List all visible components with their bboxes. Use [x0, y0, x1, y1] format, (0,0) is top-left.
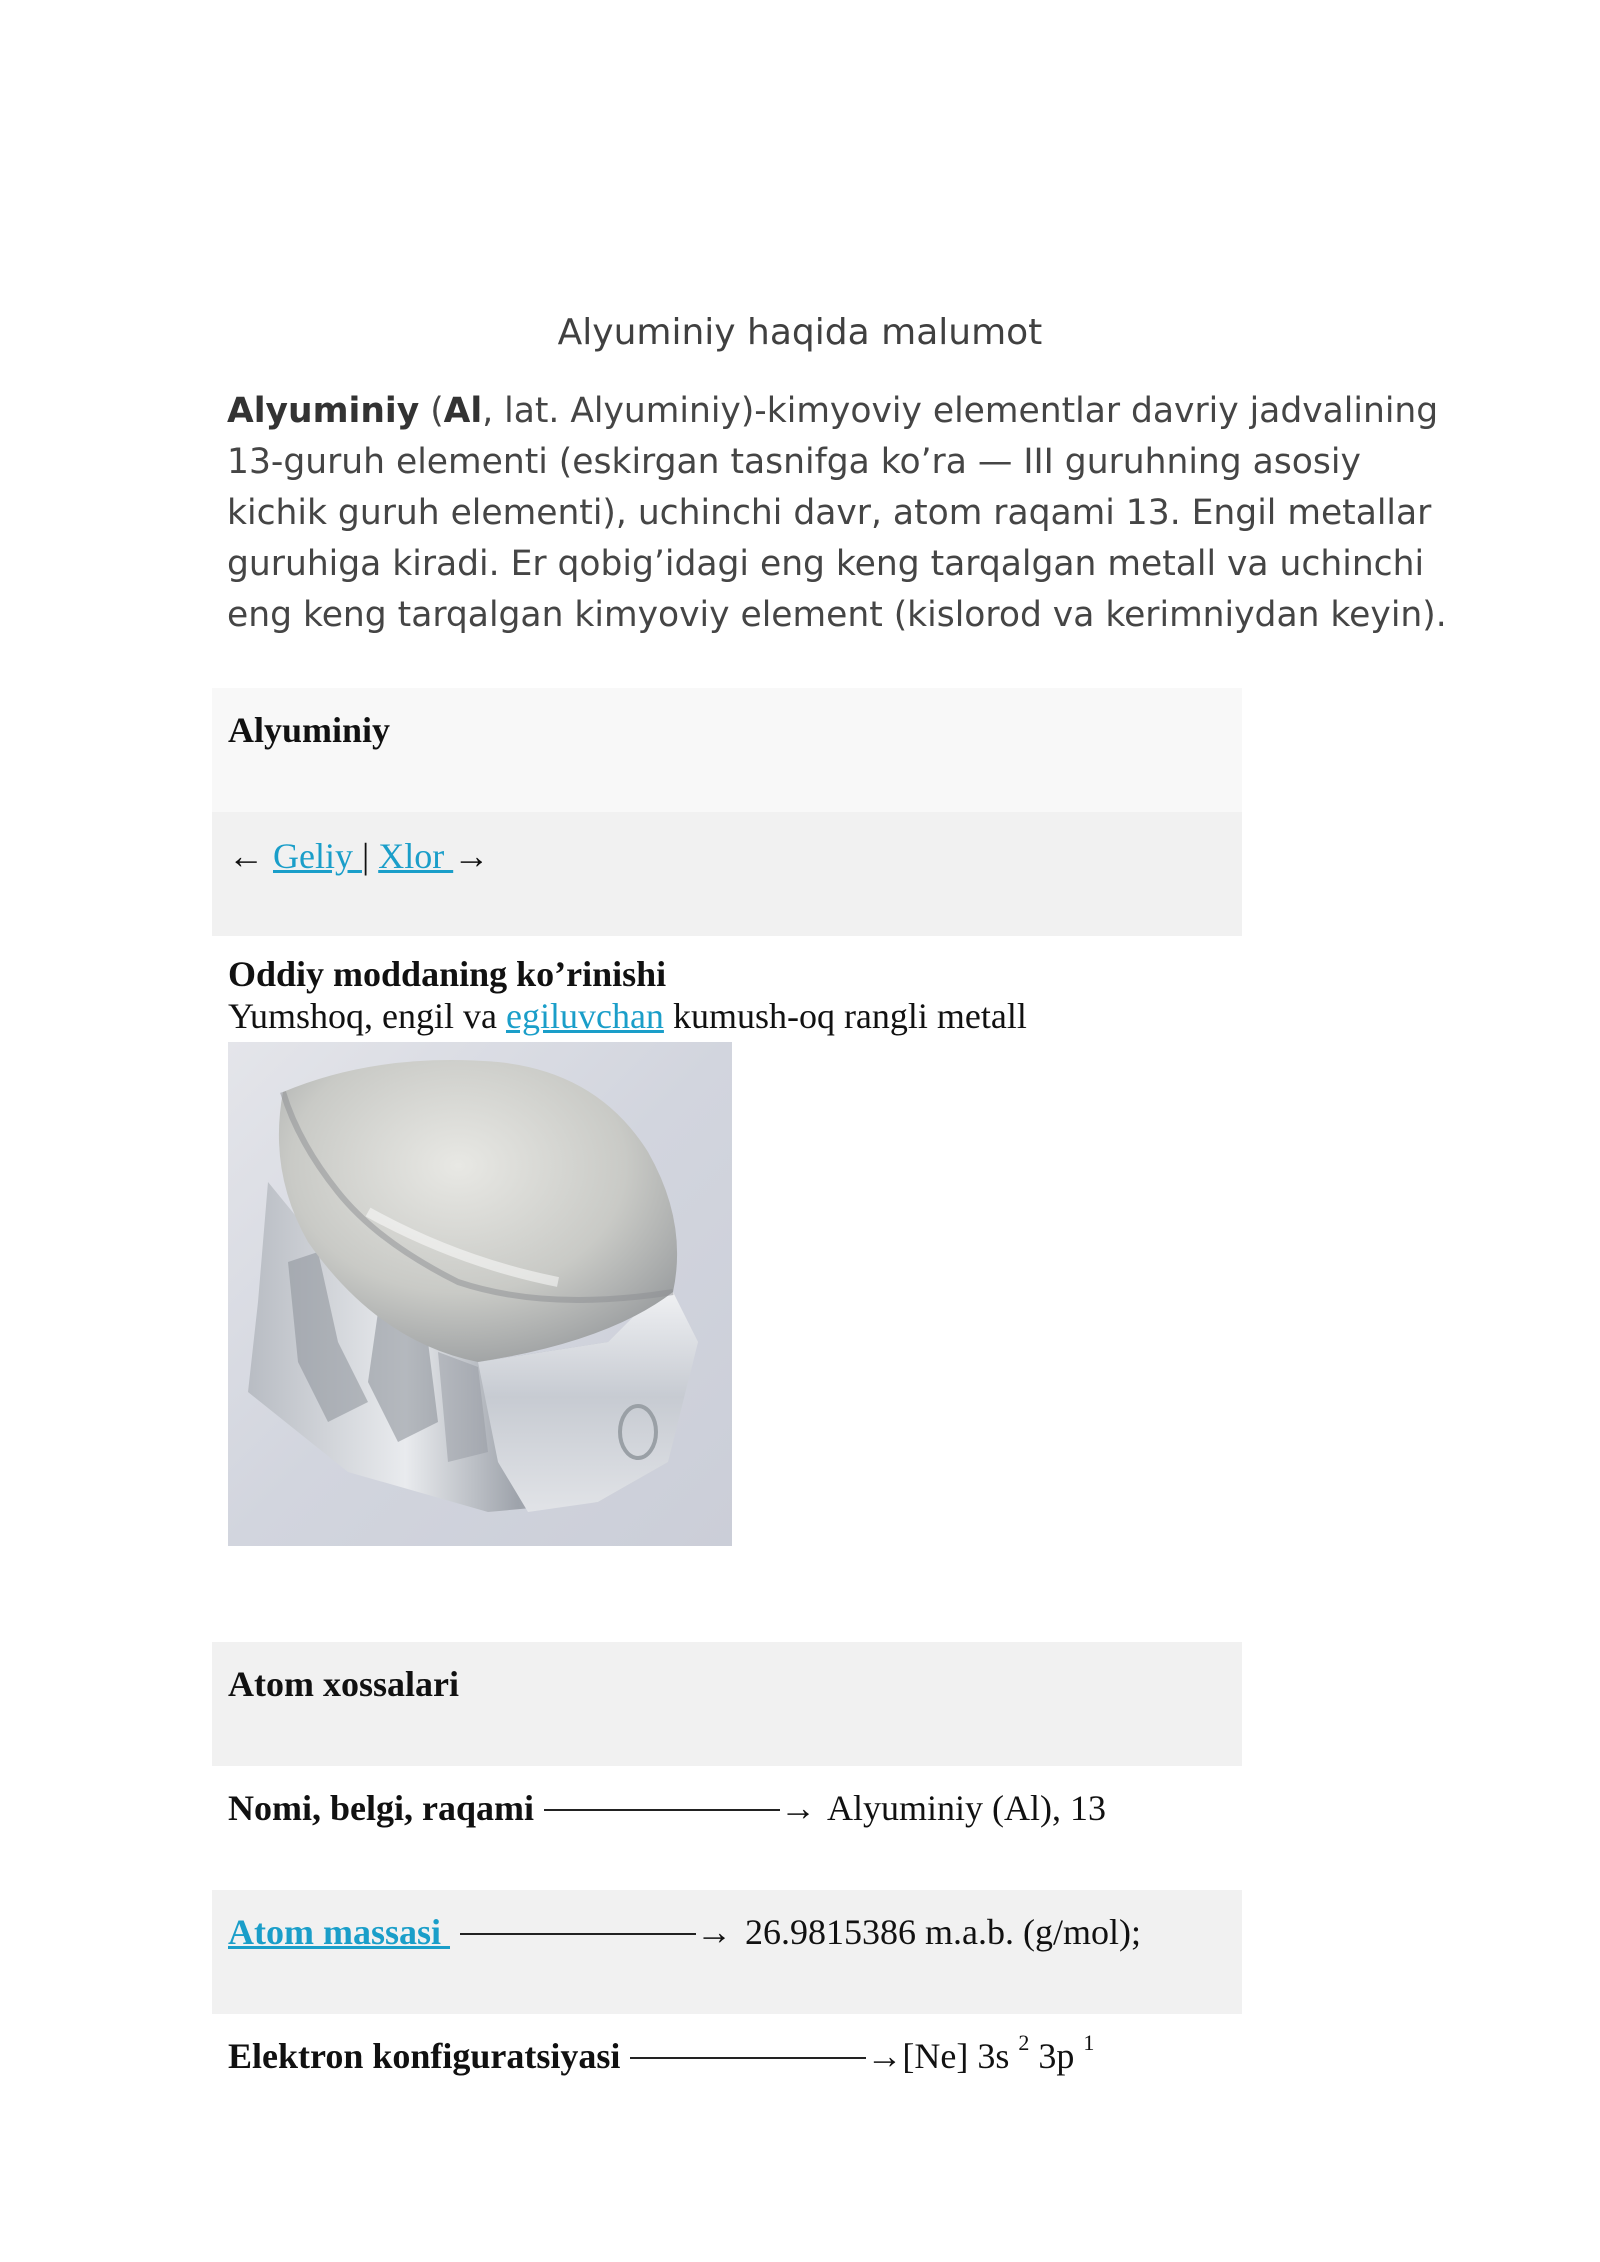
page-title: Alyuminiy haqida malumot — [557, 312, 1043, 353]
intro-line-5: eng keng tarqalgan kimyoviy element (kislorod va kerimniydan keyin). — [227, 595, 1447, 635]
arrow-icon: → — [696, 1912, 732, 1952]
prev-arrow-icon: ← — [228, 836, 264, 876]
link-geliy[interactable]: Geliy — [273, 836, 362, 876]
property-row-config — [212, 2014, 1242, 2110]
config-sup-1: 2 — [1018, 2030, 1030, 2055]
intro-line-3: kichik guruh elementi), uchinchi davr, atom raqami 13. Engil metallar — [227, 493, 1432, 533]
property-electron-config — [228, 2030, 1095, 2078]
link-egiluvchan[interactable]: egiluvchan — [505, 996, 664, 1036]
atom-section-row — [212, 1642, 1242, 1766]
intro-paren: ( — [419, 391, 444, 431]
intro-paragraph — [227, 386, 1537, 641]
intro-line-1-rest: , lat. Alyuminiy)-kimyoviy elementlar davriy jadvalining — [482, 391, 1439, 431]
link-xlor[interactable]: Xlor — [378, 836, 454, 876]
infobox-appearance-row — [212, 936, 1242, 1642]
infobox-header: Alyuminiy — [228, 710, 391, 750]
leader-line — [460, 1933, 696, 1935]
arrow-icon: → — [779, 1788, 816, 1828]
property-name-symbol-number — [228, 1786, 1106, 1830]
infobox-header-row — [212, 688, 1242, 812]
leader-line — [544, 1809, 780, 1811]
property-atomic-mass — [228, 1910, 1141, 1954]
intro-line-4: guruhiga kiradi. Er qobig’idagi eng keng tarqalgan metall va uchinchi — [227, 544, 1425, 584]
leader-line — [630, 2057, 866, 2059]
appearance-heading: Oddiy moddaning ko’rinishi — [228, 954, 667, 994]
config-sup-2: 1 — [1083, 2030, 1095, 2055]
property-row-mass — [212, 1890, 1242, 2014]
config-mid: 3p — [1029, 2036, 1075, 2076]
appearance-description — [228, 994, 1027, 1038]
aluminium-sample-image — [228, 1042, 732, 1546]
intro-line-2: 13-guruh elementi (eskirgan tasnifga ko’ra — III guruhning asosiy — [227, 442, 1361, 482]
element-infobox — [212, 688, 1242, 2110]
appearance-desc-after: kumush-oq rangli metall — [663, 996, 1027, 1036]
next-arrow-icon: → — [453, 836, 490, 876]
appearance-desc-before: Yumshoq, engil va — [228, 996, 506, 1036]
nav-separator: | — [361, 836, 370, 876]
property-label: Nomi, belgi, raqami — [228, 1788, 534, 1828]
link-atom-massasi[interactable]: Atom massasi — [228, 1912, 450, 1952]
property-row-name — [212, 1766, 1242, 1890]
property-value: 26.9815386 m.a.b. (g/mol); — [745, 1912, 1141, 1952]
intro-line-1 — [227, 386, 1537, 437]
element-name: Alyuminiy — [227, 391, 420, 431]
infobox-nav-row — [212, 812, 1242, 936]
property-value: Alyuminiy (Al), 13 — [827, 1788, 1106, 1828]
atom-section-heading: Atom xossalari — [228, 1664, 459, 1704]
property-label: Elektron konfiguratsiyasi — [228, 2036, 621, 2076]
element-symbol: Al — [443, 391, 483, 431]
arrow-icon: → — [866, 2036, 903, 2076]
config-base: [Ne] 3s — [902, 2036, 1010, 2076]
element-nav — [228, 834, 489, 878]
